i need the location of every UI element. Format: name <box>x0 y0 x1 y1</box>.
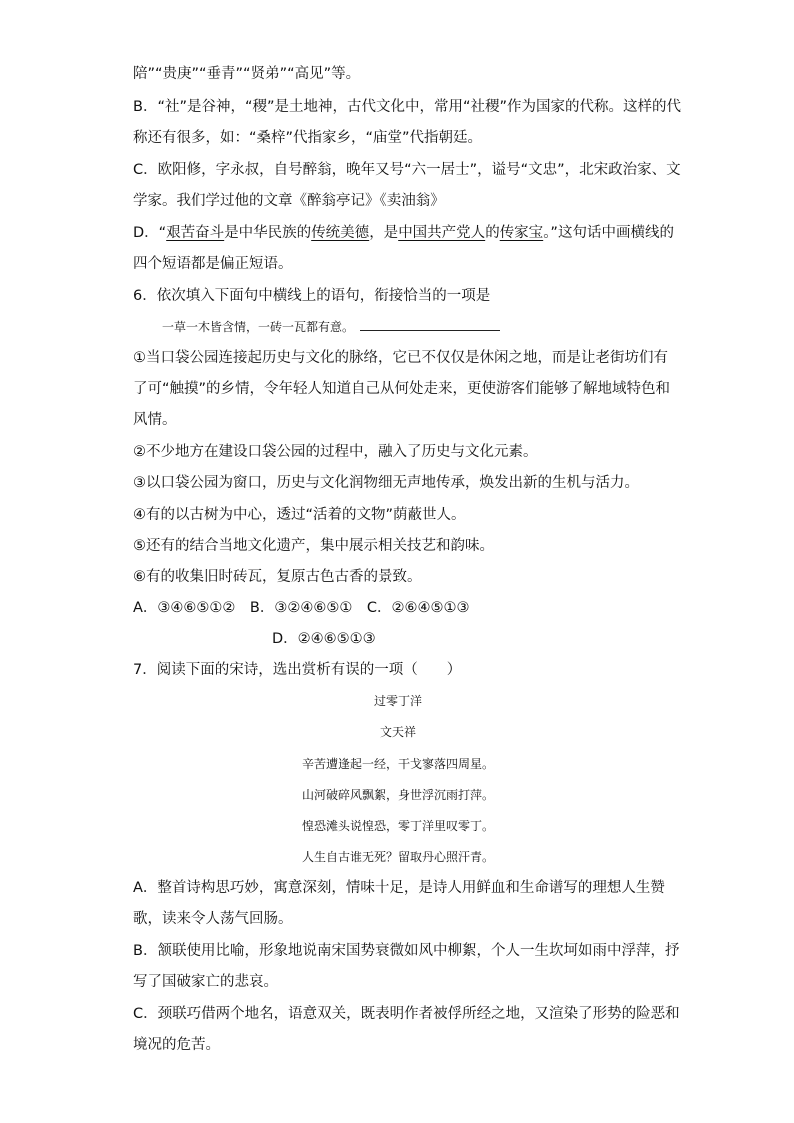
fill-in-blank <box>360 318 500 331</box>
underlined-phrase-3: 中国共产党人 <box>398 225 486 241</box>
q7-option-b-line-1: B．颔联使用比喻，形象地说南宋国势衰微如风中柳絮，个人一生坎坷如雨中浮萍，抒 <box>133 943 680 959</box>
poem-line-3: 惶恐滩头说惶恐，零丁洋里叹零丁。 <box>301 819 494 833</box>
poem-title: 过零丁洋 <box>373 694 422 708</box>
poem-author: 文天祥 <box>379 725 416 739</box>
q6-stem: 6．依次填入下面句中横线上的语句，衔接恰当的一项是 <box>133 288 491 304</box>
q5-option-b-line-1: B．“社”是谷神，“稷”是土地神，古代文化中，常用“社稷”作为国家的代称。这样的代 <box>133 99 682 115</box>
q7-stem: 7．阅读下面的宋诗，选出赏析有误的一项（ ） <box>133 662 462 678</box>
q5-option-b-line-2: 称还有很多，如：“桑梓”代指家乡，“庙堂”代指朝廷。 <box>133 130 483 146</box>
q6-example-text: 一草一木皆含情，一砖一瓦都有意。 <box>162 320 355 334</box>
poem-line-4: 人生自古谁无死？留取丹心照汗青。 <box>301 850 494 864</box>
q6-sentence-2: ②不少地方在建设口袋公园的过程中，融入了历史与文化元素。 <box>133 444 538 460</box>
q6-sentence-1-line-2: 了可“触摸”的乡情，令年轻人知道自己从何处走来，更使游客们能够了解地域特色和 <box>133 381 671 397</box>
q7-option-b-line-2: 写了国破家亡的悲哀。 <box>133 974 278 990</box>
poem-line-1: 辛苦遭逢起一经，干戈寥落四周星。 <box>301 757 494 771</box>
q6-sentence-4: ④有的以古树为中心，透过“活着的文物”荫蔽世人。 <box>133 507 466 523</box>
q6-options-line-2: D．②④⑥⑤①③ <box>272 631 376 647</box>
q5-option-d-line-1 <box>133 223 673 243</box>
q7-option-a-line-2: 歌，读来令人荡气回肠。 <box>133 911 293 927</box>
q6-sentence-1-line-3: 风情。 <box>133 412 177 428</box>
q5-option-d-text-1: 是中华民族的 <box>224 225 312 241</box>
q5-option-d-prefix: D．“ <box>133 225 167 241</box>
q5-option-d-line-2: 四个短语都是偏正短语。 <box>133 256 293 272</box>
q6-sentence-5: ⑤还有的结合当地文化遗产，集中展示相关技艺和韵味。 <box>133 538 494 554</box>
q6-example-sentence <box>162 317 500 337</box>
q5-option-d-suffix: 。”这句话中画横线的 <box>543 225 674 241</box>
q5-option-c-line-1: C．欧阳修，字永叔，自号醉翁，晚年又号“六一居士”，谥号“文忠”，北宋政治家、文 <box>133 162 681 178</box>
q6-sentence-6: ⑥有的收集旧时砖瓦，复原古色古香的景致。 <box>133 569 422 585</box>
q7-option-c-line-2: 境况的危苦。 <box>133 1037 220 1053</box>
q5-option-a-continuation: 陪”“贵庚”“垂青”“贤弟”“高见”等。 <box>133 66 361 82</box>
q5-option-c-line-2: 学家。我们学过他的文章《醉翁亭记》《卖油翁》 <box>133 193 445 209</box>
q5-option-d-text-3: 的 <box>485 225 500 241</box>
q7-option-a-line-1: A．整首诗构思巧妙，寓意深刻，情味十足，是诗人用鲜血和生命谱写的理想人生赞 <box>133 880 665 896</box>
poem-line-2: 山河破碎风飘絮，身世浮沉雨打萍。 <box>301 788 494 802</box>
q6-options-line-1: A．③④⑥⑤①② B．③②④⑥⑤① C．②⑥④⑤①③ <box>133 600 470 616</box>
underlined-phrase-1: 艰苦奋斗 <box>166 225 225 241</box>
underlined-phrase-2: 传统美德 <box>311 225 370 241</box>
q7-option-c-line-1: C．颈联巧借两个地名，语意双关，既表明作者被俘所经之地，又渲染了形势的险恶和 <box>133 1006 680 1022</box>
q5-option-d-text-2: ，是 <box>369 225 399 241</box>
underlined-phrase-4: 传家宝 <box>499 225 544 241</box>
q6-sentence-1-line-1: ①当口袋公园连接起历史与文化的脉络，它已不仅仅是休闲之地，而是让老街坊们有 <box>133 350 668 366</box>
q6-sentence-3: ③以口袋公园为窗口，历史与文化润物细无声地传承，焕发出新的生机与活力。 <box>133 475 639 491</box>
